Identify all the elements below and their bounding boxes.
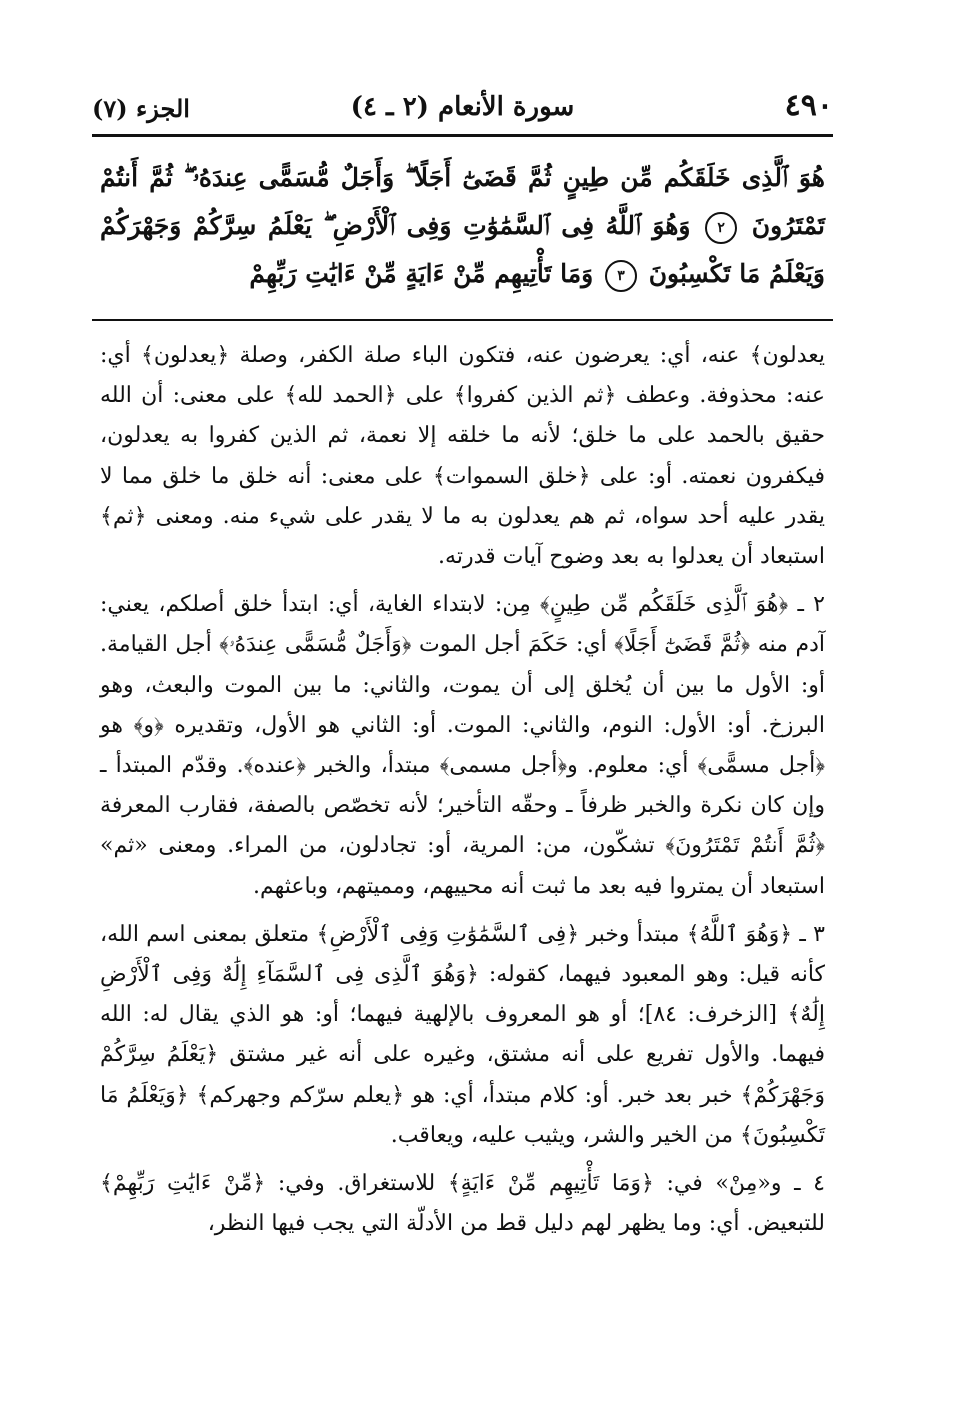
verse-number-marker: ٣ — [605, 260, 637, 292]
verse-text: وَهُوَ ٱللَّهُ فِى ٱلسَّمَٰوَٰتِ وَفِى ٱلْأَرْضِ ۖ يَعْلَمُ سِرَّكُمْ وَجَهْرَكُمْ وَيَعْلَمُ مَا تَكْسِبُونَ — [100, 211, 825, 288]
quran-verses — [100, 154, 825, 298]
commentary-paragraph: ٢ ـ ﴿هُوَ ٱلَّذِى خَلَقَكُم مِّن طِينٍ﴾ مِن: لابتداء الغاية، أي: ابتدأ خلق أصلكم، يعني: آدم منه ﴿ثُمَّ قَضَىٰٓ أَجَلًا﴾ أي: حَكَمَ أجل الموت ﴿وَأَجَلٌ مُّسَمًّى عِندَهُۥ﴾ أجل القيامة. أو: الأول ما بين أن يُخلق إلى أن يموت، والثاني: ما بين الموت والبعث، وهو البرزخ. أو: الأول: النوم، والثاني: الموت. أو: الثاني هو الأول، وتقديره ﴿و﴾ هو ﴿أجل مسمًّى﴾ أي: معلوم. و﴿أجل مسمى﴾ مبتدأ، والخبر ﴿عنده﴾. وقدّم المبتدأ ـ وإن كان نكرة والخبر ظرفاً ـ وحقّه التأخير؛ لأنه تخصّص بالصفة، فقارب المعرفة ﴿ثُمَّ أَنتُمْ تَمْتَرُونَ﴾ تشكّون، من: المرية، أو: تجادلون، من المراء. ومعنى «ثم» استبعاد أن يمتروا فيه بعد ما ثبت أنه محييهم، ومميتهم، وباعثهم. — [100, 592, 825, 899]
verse-text: وَمَا تَأْتِيهِم مِّنْ ءَايَةٍ مِّنْ ءَايَٰتِ رَبِّهِمْ — [249, 259, 594, 288]
commentary — [100, 336, 825, 1244]
header-rule — [92, 134, 833, 137]
juz-label: الجزء (٧) — [92, 94, 190, 123]
commentary-paragraph: ٤ ـ و«مِنْ» في: ﴿وَمَا تَأْتِيهِم مِّنْ ءَايَةٍ﴾ للاستغراق. وفي: ﴿مِّنْ ءَايَٰتِ رَبِّهِمْ﴾ للتبعيض. أي: وما يظهر لهم دليل قط من الأدلّة التي يجب فيها النظر، — [100, 1171, 825, 1237]
verse-text: هُوَ ٱلَّذِى خَلَقَكُم مِّن طِينٍ ثُمَّ قَضَىٰٓ أَجَلًا ۖ وَأَجَلٌ مُّسَمًّى عِندَهُۥ ۖ ثُمَّ أَنتُمْ تَمْتَرُونَ — [100, 163, 825, 240]
page-header — [92, 88, 833, 134]
commentary-paragraph: يعدلون﴾ عنه، أي: يعرضون عنه، فتكون الباء صلة الكفر، وصلة ﴿يعدلون﴾ أي: عنه: محذوفة. وعطف ﴿ثم الذين كفروا﴾ على ﴿الحمد لله﴾ على معنى: أن الله حقيق بالحمد على ما خلق؛ لأنه ما خلقه إلا نعمة، ثم الذين كفروا به يعدلون، فيكفرون نعمته. أو: على ﴿خلق السموات﴾ على معنى: أنه خلق ما خلق مما لا يقدر عليه أحد سواه، ثم هم يعدلون به ما لا يقدر على شيء منه. ومعنى ﴿ثم﴾ استبعاد أن يعدلوا به بعد وضوح آيات قدرته. — [100, 343, 825, 570]
page-number: ٤٩٠ — [784, 88, 833, 123]
verses-commentary-divider — [92, 319, 833, 321]
verse-number-marker: ٢ — [705, 212, 737, 244]
commentary-paragraph: ٣ ـ ﴿وَهُوَ ٱللَّهُ﴾ مبتدأ وخبر ﴿فِى ٱلسَّمَٰوَٰتِ وَفِى ٱلْأَرْضِ﴾ متعلق بمعنى اسم الله، كأنه قيل: وهو المعبود فيهما، كقوله: ﴿وَهُوَ ٱلَّذِى فِى ٱلسَّمَآءِ إِلَٰهٌ وَفِى ٱلْأَرْضِ إِلَٰهٌ﴾ [الزخرف: ٨٤]؛ أو هو المعروف بالإلهية فيهما؛ أو: هو الذي يقال له: الله فيهما. والأول تفريع على أنه مشتق، وغيره على أنه غير مشتق ﴿يَعْلَمُ سِرَّكُمْ وَجَهْرَكُمْ﴾ خبر بعد خبر. أو: كلام مبتدأ، أي: هو ﴿يعلم سرّكم وجهركم﴾ ﴿وَيَعْلَمُ مَا تَكْسِبُونَ﴾ من الخير والشر، ويثيب عليه، ويعاقب. — [100, 921, 825, 1148]
surah-title: سورة الأنعام (٢ ـ ٤) — [350, 92, 575, 122]
